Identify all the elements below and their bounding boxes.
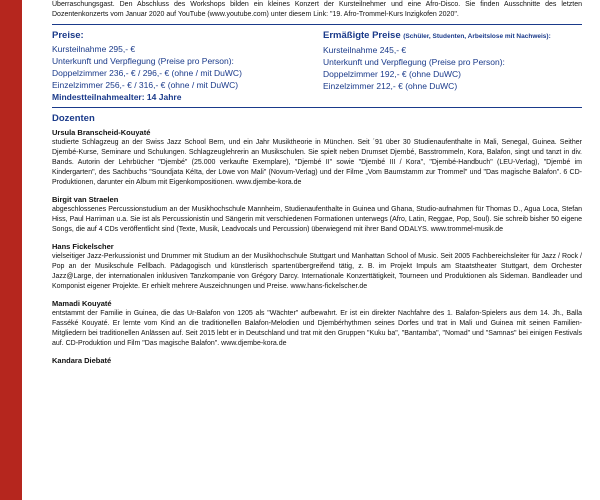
- lecturer-entry: [52, 355, 582, 366]
- reduced-prices-title: Ermäßigte Preise: [323, 30, 401, 41]
- lecturer-bio: vielseitiger Jazz-Perkussionist und Drummer mit Studium an der Musikhochschule Stuttgart und Manhattan School of Music. Seit 2005 Fachbereichsleiter für Jazz / Rock / Pop an der Musikschule Fellbach. Pädagogisch und künstlerisch spartenübergreifend tätig, z. B. im Projekt Impuls am Staatstheater Stuttgart, dem Orchester Jazz@Large, der internationalen inklusiven Tanzkompanie von Grégory Darcy. Internationale Konzerttätigkeit, Tourneen und Produktionen als Sideman. Bandleader und Komponist eigener Projekte. Er erhielt mehrere Auszeichnungen und Preise. www.hans-fickelscher.de: [52, 253, 582, 290]
- min-age: Mindestteilnahmealter: 14 Jahre: [52, 92, 182, 102]
- lecturer-entry: [52, 298, 582, 349]
- lecturer-bio: abgeschlossenes Percussionstudium an der Musikhochschule Mannheim, Studienaufenthalte in Guinea und Ghana, Studio-aufnahmen für Thomas D., Agua Loca, Stefan Hiss, Paul Harriman u.a. Sie ist als Percussionistin und Sängerin mit verschiedenen Formationen unterwegs (Afro, Latin, Reggae, Pop, Soul). Sie schreib bisher 50 eigene Songs, die auf 4 CDs veröffentlicht sind (Texte, Musik, Leadvocals und Percussion) überwiegend mit ihrer Band ODALYS. www.trommel-musik.de: [52, 206, 582, 233]
- lecturer-name: Ursula Branscheid-Kouyaté: [52, 128, 151, 137]
- intro-paragraph: Überraschungsgast. Den Abschluss des Workshops bilden ein kleines Konzert der Kursteilnehmer und eine Afro-Disco. Sie finden Ausschnitte des letzten Dozentenkonzerts vom Januar 2020 auf YouTube (www.youtube.com) unter diesem Link: "19. Afro-Trommel-Kurs Inzigkofen 2020".: [52, 1, 582, 18]
- lecturer-name: Mamadi Kouyaté: [52, 299, 112, 308]
- lecturers-title: Dozenten: [52, 113, 95, 124]
- lecturer-name: Kandara Diebaté: [52, 356, 112, 365]
- reduced-price-line: Kursteilnahme 245,- €: [323, 45, 407, 55]
- prices-column: [52, 30, 311, 103]
- lecturer-name: Birgit van Straelen: [52, 195, 119, 204]
- reduced-prices-heading: [323, 30, 582, 43]
- prices-title: Preise:: [52, 30, 84, 41]
- price-line: Einzelzimmer 256,- € / 316,- € (ohne / mit DuWC): [52, 80, 239, 90]
- lecturer-entry: [52, 241, 582, 292]
- price-line: Doppelzimmer 236,- € / 296,- € (ohne / mit DuWC): [52, 68, 242, 78]
- reduced-price-line: Doppelzimmer 192,- € (ohne DuWC): [323, 69, 461, 79]
- price-line: Kursteilnahme 295,- €: [52, 44, 136, 54]
- lecturer-entry: [52, 127, 582, 188]
- price-columns: [52, 30, 582, 103]
- document-page: [52, 0, 582, 500]
- reduced-prices-note: (Schüler, Studenten, Arbeitslose mit Nachweis):: [403, 33, 551, 40]
- reduced-price-line: Unterkunft und Verpflegung (Preise pro Person):: [323, 57, 505, 67]
- price-line: Unterkunft und Verpflegung (Preise pro Person):: [52, 56, 234, 66]
- reduced-prices-column: [323, 30, 582, 103]
- lecturer-bio: entstammt der Familie in Guinea, die das Ur-Balafon von 1205 als "Wächter" aufbewahrt. Er ist ein direkter Nachfahre des 1. Balafon-Spielers aus dem 14. Jh., Balla Fasséké Kouyaté. Er lernte vom Kind an die traditionellen Balafon-Melodien und Djembérhythmen seines Dorfes und trat in Mali und Guinea mit seinen Familien-Mitgliedern bei traditionellen Anlässen auf. Seit 2015 lebt er in Deutschland und trat mit den Gruppen "Kuku ba", "Bantamba", "Nomad" und "Samnas" bei einigen Festivals auf. CD-Produktion und Film "Das magische Balafon". www.djembe-kora.de: [52, 310, 582, 347]
- divider: [52, 107, 582, 108]
- accent-bar: [0, 0, 22, 500]
- reduced-price-line: Einzelzimmer 212,- € (ohne DuWC): [323, 81, 458, 91]
- lecturer-bio: studierte Schlagzeug an der Swiss Jazz School Bern, und ein Jahr Musiktheorie in München. Seit ´91 über 30 Studienaufenthalte in Mali, Senegal, Guinea. Seither Djembé-Kurse, Seminare und Schulungen. Schlagzeuglehrerin an Musikschulen. Sie spielt neben Drumset Djembé, Basstrommeln, Kora, Balafon, singt und tanzt in div. Bands. Autorin der Lehrbücher "Djembé" (25.000 verkaufte Exemplare), "Djembé II" sowie "Djembé III / Kora", "Djembé-Handbuch" (LEU-Verlag), "Djembé im Kindergarten", des Sachbuchs "Soundjata Kéïta, der Löwe von Mali" (Novum-Verlag) und der Filme „Vom Baumstamm zur Trommel" und "Das magische Balafon". 6 CD-Produktionen, darunter ein Album mit Eigenkompositionen. www.djembe-kora.de: [52, 139, 582, 186]
- lecturer-name: Hans Fickelscher: [52, 242, 114, 251]
- lecturer-entry: [52, 194, 582, 235]
- divider: [52, 24, 582, 25]
